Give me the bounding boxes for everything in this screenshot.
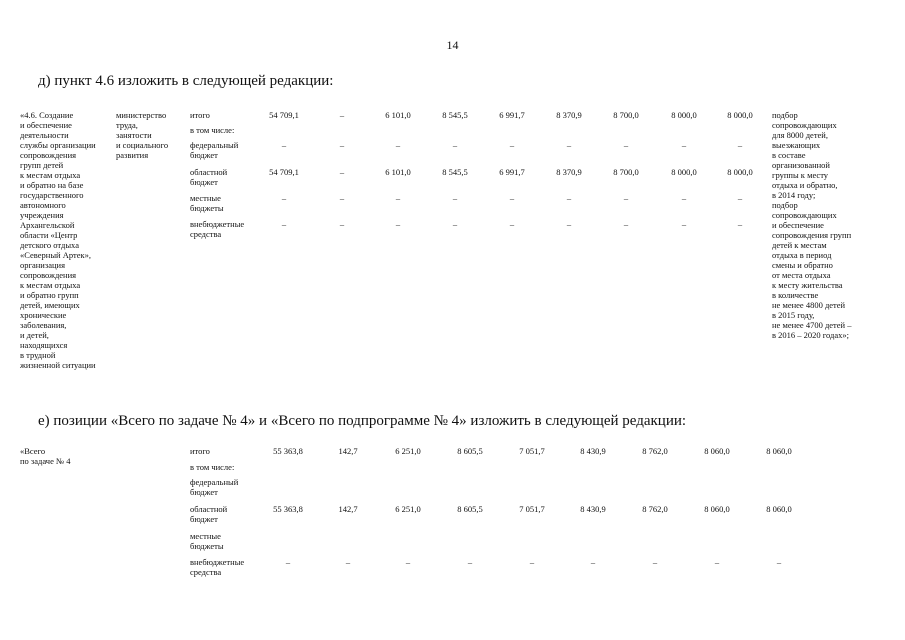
- row-label-line: бюджет: [190, 150, 218, 160]
- row-label: [190, 531, 224, 551]
- value-cell: 8 762,0: [642, 504, 668, 514]
- measure-text-line: государственного: [20, 190, 84, 200]
- value-cell: –: [590, 557, 596, 567]
- total-label-line: «Всего: [20, 446, 46, 456]
- measure-text-line: и детей,: [20, 330, 49, 340]
- total-label: [20, 446, 70, 466]
- section-e-heading: е) позиции «Всего по задаче № 4» и «Всего по подпрограмме № 4» изложить в следующей редакции:: [38, 413, 687, 429]
- value-cell: –: [652, 557, 658, 567]
- measure-text-line: заболевания,: [20, 320, 67, 330]
- row-label: [190, 167, 227, 187]
- row-label-line: федеральный: [190, 477, 239, 487]
- result-text-line: подбор: [772, 200, 798, 210]
- value-cell: 6 991,7: [499, 110, 525, 120]
- value-cell: –: [452, 140, 458, 150]
- measure-text-line: и обратно групп: [20, 290, 79, 300]
- row-label-line: бюджеты: [190, 203, 224, 213]
- value-cell: 8 060,0: [766, 504, 792, 514]
- value-cell: 55 363,8: [273, 504, 303, 514]
- value-cell: –: [405, 557, 411, 567]
- row-label-line: в том числе:: [190, 462, 235, 472]
- value-cell: –: [681, 193, 687, 203]
- result-text-line: детей к местам: [772, 240, 827, 250]
- value-cell: –: [737, 140, 743, 150]
- result-text-line: выезжающих: [772, 140, 821, 150]
- row-label: [190, 477, 238, 497]
- value-cell: 6 101,0: [385, 167, 411, 177]
- result-text-line: не менее 4800 детей: [772, 300, 846, 310]
- value-cell: –: [452, 219, 458, 229]
- value-cell: –: [339, 193, 345, 203]
- value-cell: 8 060,0: [704, 446, 730, 456]
- result-text-line: организованной: [772, 160, 830, 170]
- row-label-line: местные: [190, 193, 221, 203]
- measure-text-line: и обеспечение: [20, 120, 72, 130]
- measure-text-line: учреждения: [20, 210, 64, 220]
- value-cell: –: [281, 140, 287, 150]
- value-cell: 8 370,9: [556, 167, 582, 177]
- value-cell: –: [339, 140, 345, 150]
- measure-text-line: к местам отдыха: [20, 170, 81, 180]
- value-cell: 8 060,0: [704, 504, 730, 514]
- value-cell: –: [509, 140, 515, 150]
- value-cell: –: [566, 193, 572, 203]
- executor-description: [116, 110, 168, 160]
- value-cell: –: [776, 557, 782, 567]
- result-text-line: для 8000 детей,: [772, 130, 828, 140]
- measure-description: [20, 110, 96, 370]
- value-cell: 8 000,0: [727, 167, 753, 177]
- row-label-line: бюджет: [190, 177, 218, 187]
- measure-text-line: службы организации: [20, 140, 96, 150]
- result-text-line: в 2015 году,: [772, 310, 815, 320]
- row-label-line: итого: [190, 110, 210, 120]
- value-cell: 8 605,5: [457, 446, 483, 456]
- row-label: [190, 110, 210, 120]
- row-label: [190, 557, 244, 577]
- row-label: [190, 193, 224, 213]
- measure-text-line: области «Центр: [20, 230, 78, 240]
- measure-text-line: жизненной ситуации: [20, 360, 96, 370]
- executor-text-line: труда,: [116, 120, 138, 130]
- measure-text-line: сопровождения: [20, 270, 77, 280]
- row-label: [190, 219, 244, 239]
- row-label-line: итого: [190, 446, 210, 456]
- measure-text-line: автономного: [20, 200, 66, 210]
- value-cell: 54 709,1: [269, 167, 299, 177]
- expected-result-description: [772, 110, 851, 340]
- value-cell: –: [737, 219, 743, 229]
- value-cell: 8 000,0: [671, 167, 697, 177]
- value-cell: –: [714, 557, 720, 567]
- value-cell: –: [345, 557, 351, 567]
- measure-text-line: «Северный Артек»,: [20, 250, 91, 260]
- total-label-line: по задаче № 4: [20, 456, 71, 466]
- result-text-line: в количестве: [772, 290, 819, 300]
- value-cell: 55 363,8: [273, 446, 303, 456]
- value-cell: –: [681, 219, 687, 229]
- value-cell: 6 101,0: [385, 110, 411, 120]
- executor-text-line: занятости: [116, 130, 152, 140]
- measure-text-line: детского отдыха: [20, 240, 79, 250]
- row-label-line: бюджет: [190, 514, 218, 524]
- measure-text-line: находящихся: [20, 340, 68, 350]
- row-label: [190, 446, 210, 456]
- value-cell: –: [395, 219, 401, 229]
- value-cell: 54 709,1: [269, 110, 299, 120]
- value-cell: 8 370,9: [556, 110, 582, 120]
- value-cell: 8 430,9: [580, 446, 606, 456]
- value-cell: –: [281, 219, 287, 229]
- value-cell: –: [623, 219, 629, 229]
- row-label-line: областной: [190, 167, 228, 177]
- row-label-line: в том числе:: [190, 125, 235, 135]
- result-text-line: в 2016 – 2020 годах»;: [772, 330, 850, 340]
- value-cell: –: [281, 193, 287, 203]
- measure-text-line: и обратно на базе: [20, 180, 84, 190]
- section-d-heading: д) пункт 4.6 изложить в следующей редакции:: [38, 73, 334, 89]
- row-label-line: внебюджетные: [190, 557, 245, 567]
- value-cell: –: [285, 557, 291, 567]
- result-text-line: и обеспечение: [772, 220, 824, 230]
- value-cell: 6 251,0: [395, 446, 421, 456]
- value-cell: –: [395, 140, 401, 150]
- value-cell: 7 051,7: [519, 446, 545, 456]
- measure-text-line: деятельности: [20, 130, 69, 140]
- value-cell: 8 000,0: [671, 110, 697, 120]
- value-cell: 8 430,9: [580, 504, 606, 514]
- value-cell: 6 991,7: [499, 167, 525, 177]
- value-cell: –: [623, 140, 629, 150]
- value-cell: –: [566, 140, 572, 150]
- measure-text-line: в трудной: [20, 350, 56, 360]
- value-cell: –: [681, 140, 687, 150]
- row-label: [190, 125, 234, 135]
- row-label-line: бюджеты: [190, 541, 224, 551]
- measure-text-line: групп детей: [20, 160, 64, 170]
- row-label: [190, 462, 234, 472]
- value-cell: 142,7: [338, 504, 358, 514]
- executor-text-line: и социального: [116, 140, 169, 150]
- value-cell: 6 251,0: [395, 504, 421, 514]
- result-text-line: сопровождения групп: [772, 230, 852, 240]
- value-cell: –: [529, 557, 535, 567]
- result-text-line: группы к месту: [772, 170, 829, 180]
- measure-text-line: организация: [20, 260, 65, 270]
- value-cell: 8 700,0: [613, 167, 639, 177]
- value-cell: –: [509, 219, 515, 229]
- value-cell: 8 545,5: [442, 167, 468, 177]
- result-text-line: не менее 4700 детей –: [772, 320, 852, 330]
- value-cell: –: [339, 110, 345, 120]
- value-cell: 8 605,5: [457, 504, 483, 514]
- result-text-line: сопровождающих: [772, 120, 837, 130]
- value-cell: –: [395, 193, 401, 203]
- result-text-line: к месту жительства: [772, 280, 843, 290]
- row-label-line: бюджет: [190, 487, 218, 497]
- result-text-line: отдыха в период: [772, 250, 832, 260]
- result-text-line: смены и обратно: [772, 260, 833, 270]
- row-label-line: внебюджетные: [190, 219, 245, 229]
- result-text-line: отдыха и обратно,: [772, 180, 838, 190]
- value-cell: –: [467, 557, 473, 567]
- measure-text-line: детей, имеющих: [20, 300, 80, 310]
- row-label-line: средства: [190, 229, 222, 239]
- value-cell: –: [452, 193, 458, 203]
- value-cell: 8 060,0: [766, 446, 792, 456]
- executor-text-line: развития: [116, 150, 149, 160]
- value-cell: 8 545,5: [442, 110, 468, 120]
- value-cell: –: [509, 193, 515, 203]
- page-number: 14: [446, 38, 459, 52]
- value-cell: –: [566, 219, 572, 229]
- measure-text-line: Архангельской: [20, 220, 75, 230]
- row-label: [190, 140, 238, 160]
- executor-text-line: министерство: [116, 110, 167, 120]
- row-label-line: средства: [190, 567, 222, 577]
- result-text-line: в 2014 году;: [772, 190, 816, 200]
- value-cell: 8 700,0: [613, 110, 639, 120]
- result-text-line: сопровождающих: [772, 210, 837, 220]
- measure-text-line: к местам отдыха: [20, 280, 81, 290]
- result-text-line: подбор: [772, 110, 798, 120]
- value-cell: –: [339, 167, 345, 177]
- value-cell: 8 762,0: [642, 446, 668, 456]
- value-cell: 8 000,0: [727, 110, 753, 120]
- value-cell: –: [339, 219, 345, 229]
- row-label-line: областной: [190, 504, 228, 514]
- measure-text-line: сопровождения: [20, 150, 77, 160]
- value-cell: 142,7: [338, 446, 358, 456]
- row-label-line: местные: [190, 531, 221, 541]
- value-cell: 7 051,7: [519, 504, 545, 514]
- row-label: [190, 504, 227, 524]
- value-cell: –: [623, 193, 629, 203]
- row-label-line: федеральный: [190, 140, 239, 150]
- result-text-line: в составе: [772, 150, 806, 160]
- value-cell: –: [737, 193, 743, 203]
- result-text-line: от места отдыха: [772, 270, 831, 280]
- measure-text-line: «4.6. Создание: [20, 110, 74, 120]
- measure-text-line: хронические: [20, 310, 67, 320]
